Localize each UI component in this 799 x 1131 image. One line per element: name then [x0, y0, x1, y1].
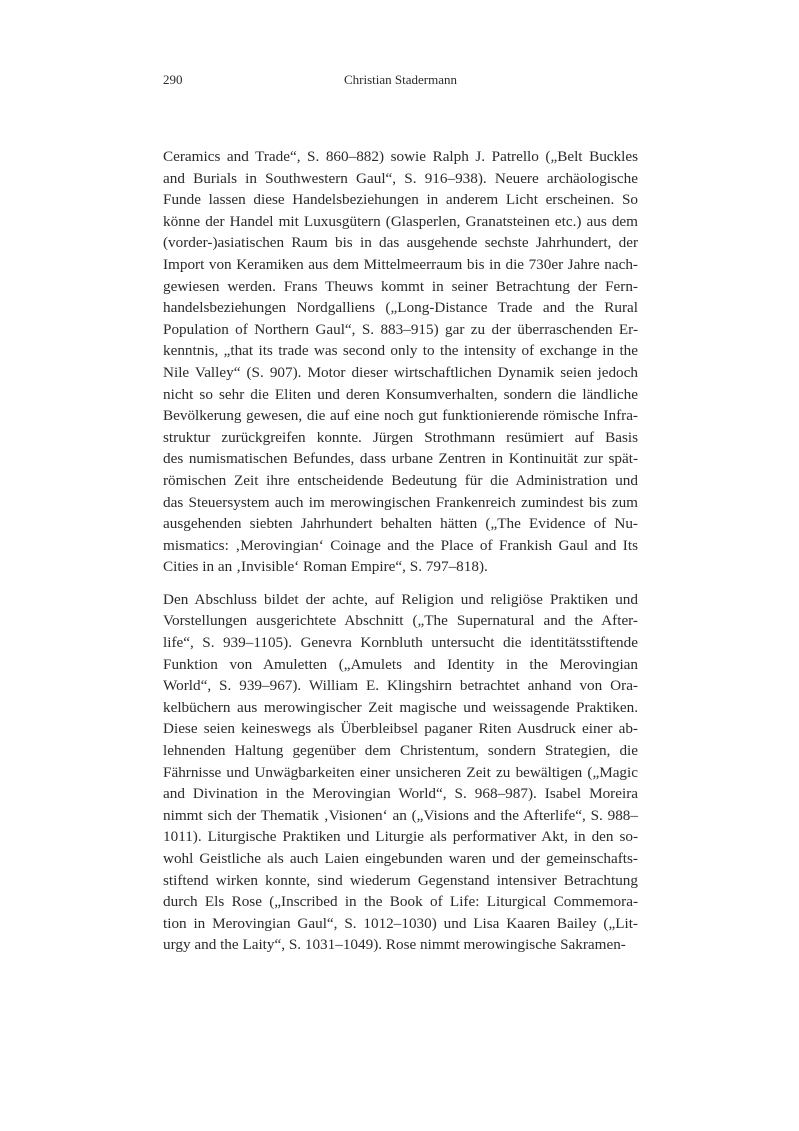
text-line: Cities in an ‚Invisible‘ Roman Empire“, S. 797–818). [163, 558, 488, 576]
text-line: nicht so sehr die Eliten und deren Konsumverhalten, sondern die ländliche [163, 385, 638, 403]
text-line: Funktion von Amuletten („Amulets and Identity in the Merovingian [163, 655, 638, 673]
text-line: life“, S. 939–1105). Genevra Kornbluth untersucht die identitätsstiftende [163, 634, 638, 652]
text-line: ausgehenden siebten Jahrhundert behalten hätten („The Evidence of Nu- [163, 515, 638, 533]
text-line: des numismatischen Befundes, dass urbane Zentren in Kontinuität zur spät- [163, 450, 638, 468]
text-line: tion in Merovingian Gaul“, S. 1012–1030) und Lisa Kaaren Bailey („Lit- [163, 914, 638, 932]
text-line: Vorstellungen ausgerichtete Abschnitt („The Supernatural and the After- [163, 612, 638, 630]
text-line: World“, S. 939–967). William E. Klingshirn betrachtet anhand von Ora- [163, 677, 638, 695]
text-line: Diese seien keineswegs als Überbleibsel paganer Riten Ausdruck einer ab- [163, 720, 638, 738]
page-number: 290 [163, 72, 183, 87]
text-line: Fährnisse und Unwägbarkeiten einer unsicheren Zeit zu bewältigen („Magic [163, 763, 638, 781]
paragraph-2 [163, 589, 638, 956]
text-line: kenntnis, „that its trade was second only to the intensity of exchange in the [163, 342, 638, 360]
page-header [163, 72, 638, 92]
paragraph-gap [163, 578, 638, 589]
text-line: Ceramics and Trade“, S. 860–882) sowie Ralph J. Patrello („Belt Buckles [163, 148, 638, 165]
text-line: könne der Handel mit Luxusgütern (Glasperlen, Granatsteinen etc.) aus dem [163, 212, 638, 230]
text-line: Bevölkerung gewesen, die auf eine noch gut funktionierende römische Infra- [163, 407, 638, 425]
text-line: durch Els Rose („Inscribed in the Book of Life: Liturgical Commemora- [163, 893, 638, 911]
text-line: and Divination in the Merovingian World“, S. 968–987). Isabel Moreira [163, 785, 638, 803]
body-text [163, 146, 638, 956]
text-line: Den Abschluss bildet der achte, auf Religion und religiöse Praktiken und [163, 590, 638, 608]
text-line: Import von Keramiken aus dem Mittelmeerraum bis in die 730er Jahre nach- [163, 255, 638, 273]
text-line: urgy and the Laity“, S. 1031–1049). Rose nimmt merowingische Sakramen- [163, 936, 626, 954]
text-line: stiftend wirken konnte, sind wiederum Gegenstand intensiver Betrachtung [163, 871, 638, 889]
text-line: lehnenden Haltung gegenüber dem Christentum, sondern Strategien, die [163, 742, 638, 760]
text-line: mismatics: ‚Merovingian‘ Coinage and the Place of Frankish Gaul and Its [163, 536, 638, 554]
text-line: das Steuersystem auch im merowingischen Frankenreich zumindest bis zum [163, 493, 638, 511]
text-line: handelsbeziehungen Nordgalliens („Long-Distance Trade and the Rural [163, 299, 638, 317]
text-line: Nile Valley“ (S. 907). Motor dieser wirtschaftlichen Dynamik seien jedoch [163, 363, 638, 381]
text-line: Population of Northern Gaul“, S. 883–915) gar zu der überraschenden Er- [163, 320, 638, 338]
text-line: nimmt sich der Thematik ‚Visionen‘ an („Visions and the Afterlife“, S. 988– [163, 806, 638, 824]
text-line: kelbüchern aus merowingischer Zeit magische und weissagende Praktiken. [163, 698, 638, 716]
running-head-author: Christian Stadermann [343, 72, 457, 87]
text-line: and Burials in Southwestern Gaul“, S. 916–938). Neuere archäologische [163, 169, 638, 187]
paragraph-1 [163, 146, 638, 578]
text-line: 1011). Liturgische Praktiken und Liturgie als performativer Akt, in den so- [163, 828, 638, 846]
text-line: Funde lassen diese Handelsbeziehungen in anderem Licht erscheinen. So [163, 191, 638, 209]
text-line: römischen Zeit ihre entscheidende Bedeutung für die Administration und [163, 471, 638, 489]
text-line: gewiesen werden. Frans Theuws kommt in seiner Betrachtung der Fern- [163, 277, 638, 295]
text-line: struktur zurückgreifen konnte. Jürgen Strothmann resümiert auf Basis [163, 428, 638, 446]
text-line: (vorder-)asiatischen Raum bis in das ausgehende sechste Jahrhundert, der [163, 234, 638, 252]
text-line: wohl Geistliche als auch Laien eingebunden waren und der gemeinschafts- [163, 850, 638, 867]
